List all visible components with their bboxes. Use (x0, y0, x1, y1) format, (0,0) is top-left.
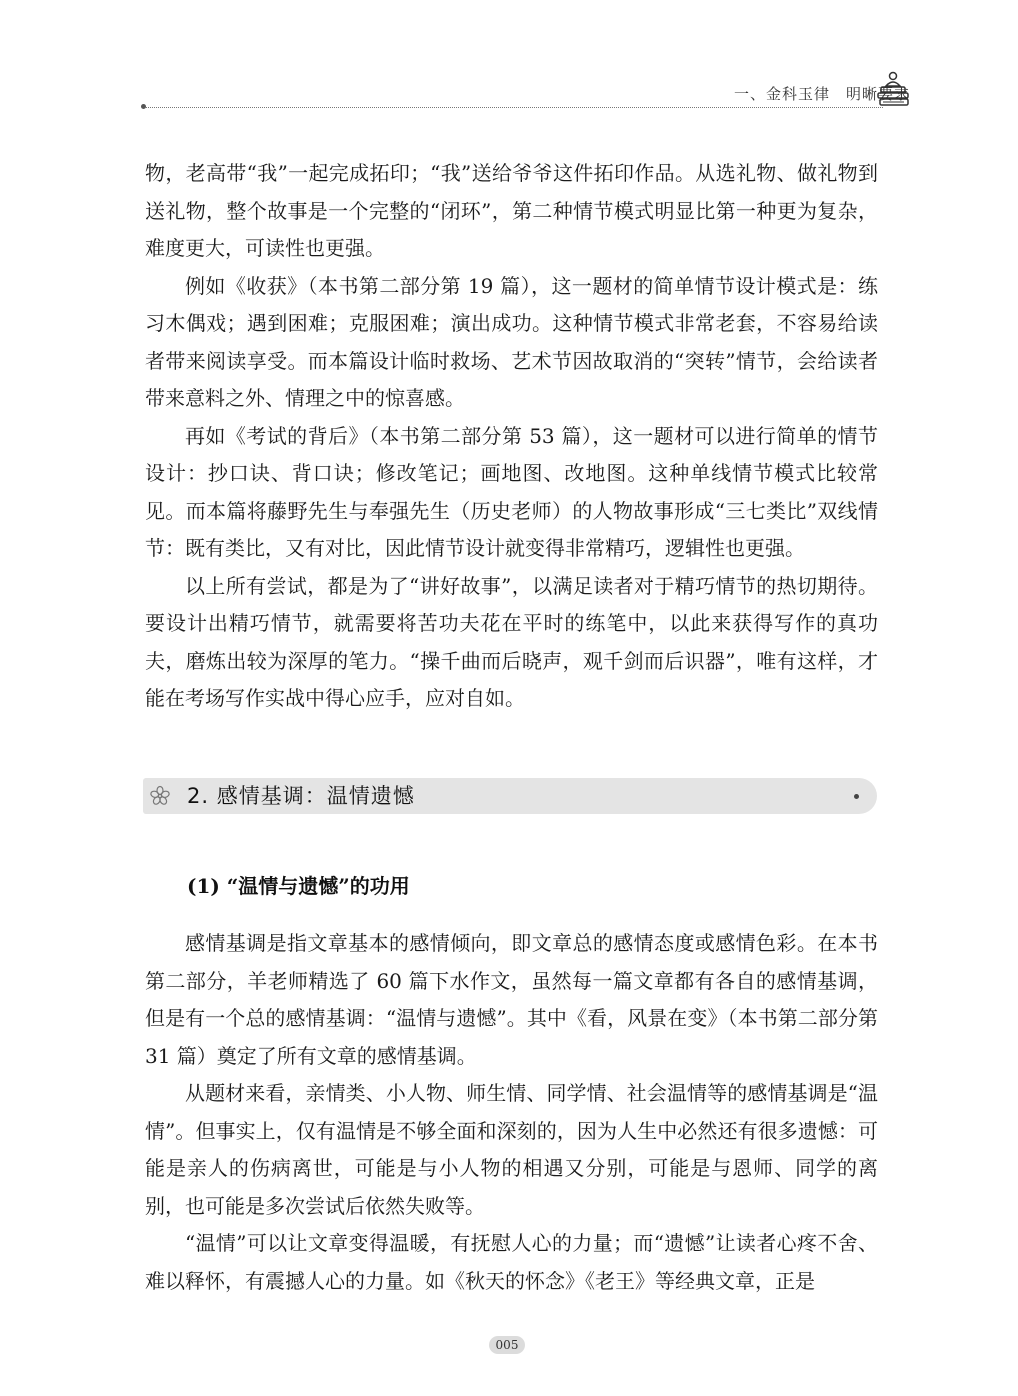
header-rule (145, 107, 883, 108)
paragraph: 例如《收获》（本书第二部分第 19 篇），这一题材的简单情节设计模式是：练习木偶戏；遇到困难；克服困难；演出成功。这种情节模式非常老套，不容易给读者带来阅读享受。而本篇设计临时救场、艺术节因故取消的“突转”情节，会给读者带来意料之外、情理之中的惊喜感。 (145, 273, 878, 410)
paragraph: “温情”可以让文章变得温暖，有抚慰人心的力量；而“遗憾”让读者心疼不舍、难以释怀，有震撼人心的力量。如《秋天的怀念》《老王》等经典文章，正是 (145, 1231, 878, 1293)
section-title: 2. 感情基调：温情遗憾 (187, 784, 415, 808)
subheading: (1) “温情与遗憾”的功用 (187, 874, 410, 898)
section-heading-bar (143, 778, 877, 814)
paragraph: 从题材来看，亲情类、小人物、师生情、同学情、社会温情等的感情基调是“温情”。但事实上，仅有温情是不够全面和深刻的，因为人生中必然还有很多遗憾：可能是亲人的伤病离世，可能是与小人物的相遇又分别，可能是与恩师、同学的离别，也可能是多次尝试后依然失败等。 (145, 1081, 878, 1218)
section-dot (854, 794, 859, 799)
book-stack-icon (874, 70, 912, 108)
body-text-bottom (145, 925, 878, 1300)
flower-icon (149, 785, 171, 807)
paragraph: 再如《考试的背后》（本书第二部分第 53 篇），这一题材可以进行简单的情节设计：抄口诀、背口诀；修改笔记；画地图、改地图。这种单线情节模式比较常见。而本篇将藤野先生与奉强先生（历史老师）的人物故事形成“三七类比”双线情节：既有类比，又有对比，因此情节设计就变得非常精巧，逻辑性也更强。 (145, 423, 878, 560)
body-text-top (145, 155, 878, 718)
paragraph: 物，老高带“我”一起完成拓印；“我”送给爷爷这件拓印作品。从选礼物、做礼物到送礼物，整个故事是一个完整的“闭环”，第二种情节模式明显比第一种更为复杂，难度更大，可读性也更强。 (145, 161, 878, 260)
paragraph: 以上所有尝试，都是为了“讲好故事”，以满足读者对于精巧情节的热切期待。要设计出精巧情节，就需要将苦功夫花在平时的练笔中，以此来获得写作的真功夫，磨炼出较为深厚的笔力。“操千曲而后晓声，观千剑而后识器”，唯有这样，才能在考场写作实战中得心应手，应对自如。 (145, 573, 878, 710)
paragraph: 感情基调是指文章基本的感情倾向，即文章总的感情态度或感情色彩。在本书第二部分，羊老师精选了 60 篇下水作文，虽然每一篇文章都有各自的感情基调，但是有一个总的感情基调：“温情与遗憾”。其中《看，风景在变》（本书第二部分第 31 篇）奠定了所有文章的感情基调。 (145, 931, 878, 1068)
running-header: 一、金科玉律 明晰要求 (733, 85, 910, 103)
page-number: 005 (489, 1336, 525, 1354)
